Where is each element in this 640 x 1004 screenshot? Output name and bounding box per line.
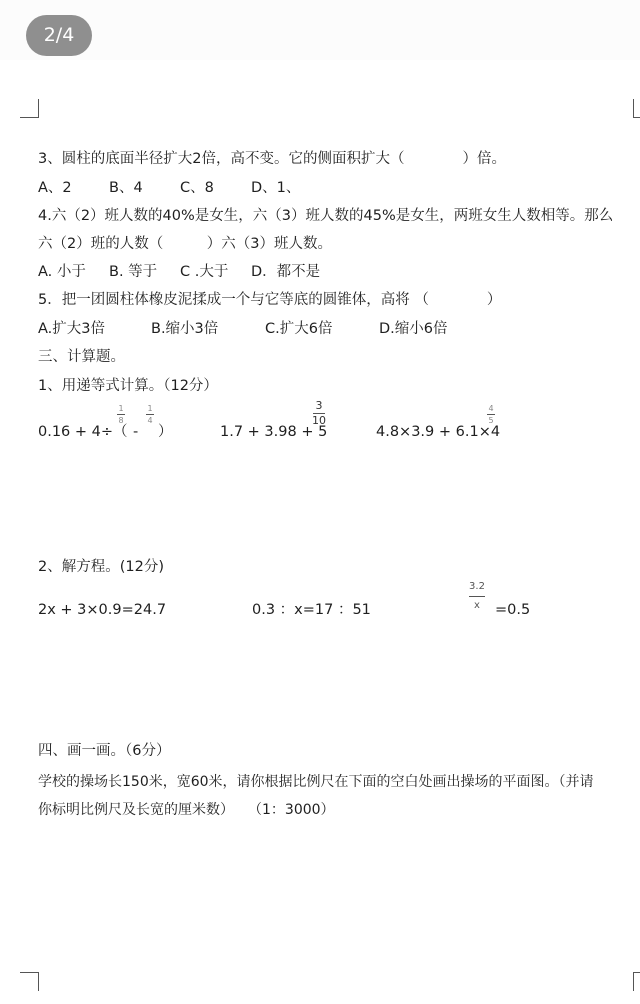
q3-option-c: C、8 (180, 180, 214, 196)
question-5-text: 5．把一团圆柱体橡皮泥揉成一个与它等底的圆锥体，高将 （ ） (38, 292, 502, 308)
fraction-bar (469, 596, 485, 597)
equation-1: 2x + 3×0.9=24.7 (38, 602, 167, 618)
crop-mark-bottom-right (633, 972, 640, 991)
section-3-title: 三、计算题。 (38, 349, 125, 365)
question-4-line-2: 六（2）班的人数（ ）六（3）班人数。 (38, 236, 332, 252)
expr3-fraction (487, 404, 495, 425)
q4-option-c: C .大于 (180, 264, 229, 280)
expr1-close: ） (158, 424, 173, 440)
expr2-fraction (312, 400, 326, 427)
expr2-lead: 1.7 + 3.98 + 5 (220, 424, 328, 440)
expr2-denominator: 10 (312, 414, 326, 427)
equation-heading: 2、解方程。(12分) (38, 559, 164, 575)
expr2-numerator: 3 (315, 399, 323, 412)
equation-3-numerator: 3.2 (469, 581, 485, 592)
page-indicator: 2/4 (26, 15, 92, 56)
crop-mark-top-right (633, 99, 640, 118)
expr1-fraction-2-denominator: 4 (147, 416, 153, 425)
expr1-fraction-2-numerator: 1 (147, 404, 153, 413)
equation-3-fraction (469, 581, 485, 612)
viewer-top-strip (0, 0, 640, 60)
q3-option-b: B、4 (109, 180, 143, 196)
section-4-line-1: 学校的操场长150米，宽60米，请你根据比例尺在下面的空白处画出操场的平面图。（并请 (38, 774, 594, 790)
question-3-text: 3、圆柱的底面半径扩大2倍，高不变。它的侧面积扩大（ ）倍。 (38, 151, 506, 167)
crop-mark-top-left (20, 99, 39, 118)
q4-option-d: D．都不是 (251, 264, 321, 280)
fraction-bar (487, 414, 495, 415)
crop-mark-bottom-left (20, 972, 39, 991)
equation-3-rhs: =0.5 (495, 602, 531, 618)
calculation-heading: 1、用递等式计算。（12分） (38, 378, 218, 394)
expr1-fraction-1-denominator: 8 (118, 416, 124, 425)
section-4-title: 四、画一画。（6分） (38, 743, 171, 759)
question-4-line-1: 4.六（2）班人数的40%是女生，六（3）班人数的45%是女生，两班女生人数相等。那么 (38, 208, 614, 224)
expr1-lead: 0.16 + 4÷（ (38, 424, 128, 440)
q4-option-a: A. 小于 (38, 264, 86, 280)
section-4-line-2: 你标明比例尺及长宽的厘米数） （1：3000） (38, 802, 335, 818)
q5-option-d: D.缩小6倍 (379, 321, 448, 337)
q5-option-a: A.扩大3倍 (38, 321, 105, 337)
equation-2: 0.3 ：x=17 ：51 (252, 602, 371, 618)
expr1-fraction-2 (146, 404, 154, 425)
fraction-bar (117, 414, 125, 415)
expr3-numerator: 4 (488, 404, 494, 413)
fraction-bar (146, 414, 154, 415)
q4-option-b: B. 等于 (109, 264, 158, 280)
expr1-minus: - (133, 424, 139, 440)
expr3-denominator: 5 (488, 416, 494, 425)
q5-option-b: B.缩小3倍 (151, 321, 219, 337)
q3-option-d: D、1、 (251, 180, 301, 196)
equation-3-denominator: x (474, 600, 480, 611)
expr1-fraction-1-numerator: 1 (118, 404, 124, 413)
expr1-fraction-1 (117, 404, 125, 425)
expr3-lead: 4.8×3.9 + 6.1×4 (376, 424, 501, 440)
q3-option-a: A、2 (38, 180, 72, 196)
q5-option-c: C.扩大6倍 (265, 321, 333, 337)
